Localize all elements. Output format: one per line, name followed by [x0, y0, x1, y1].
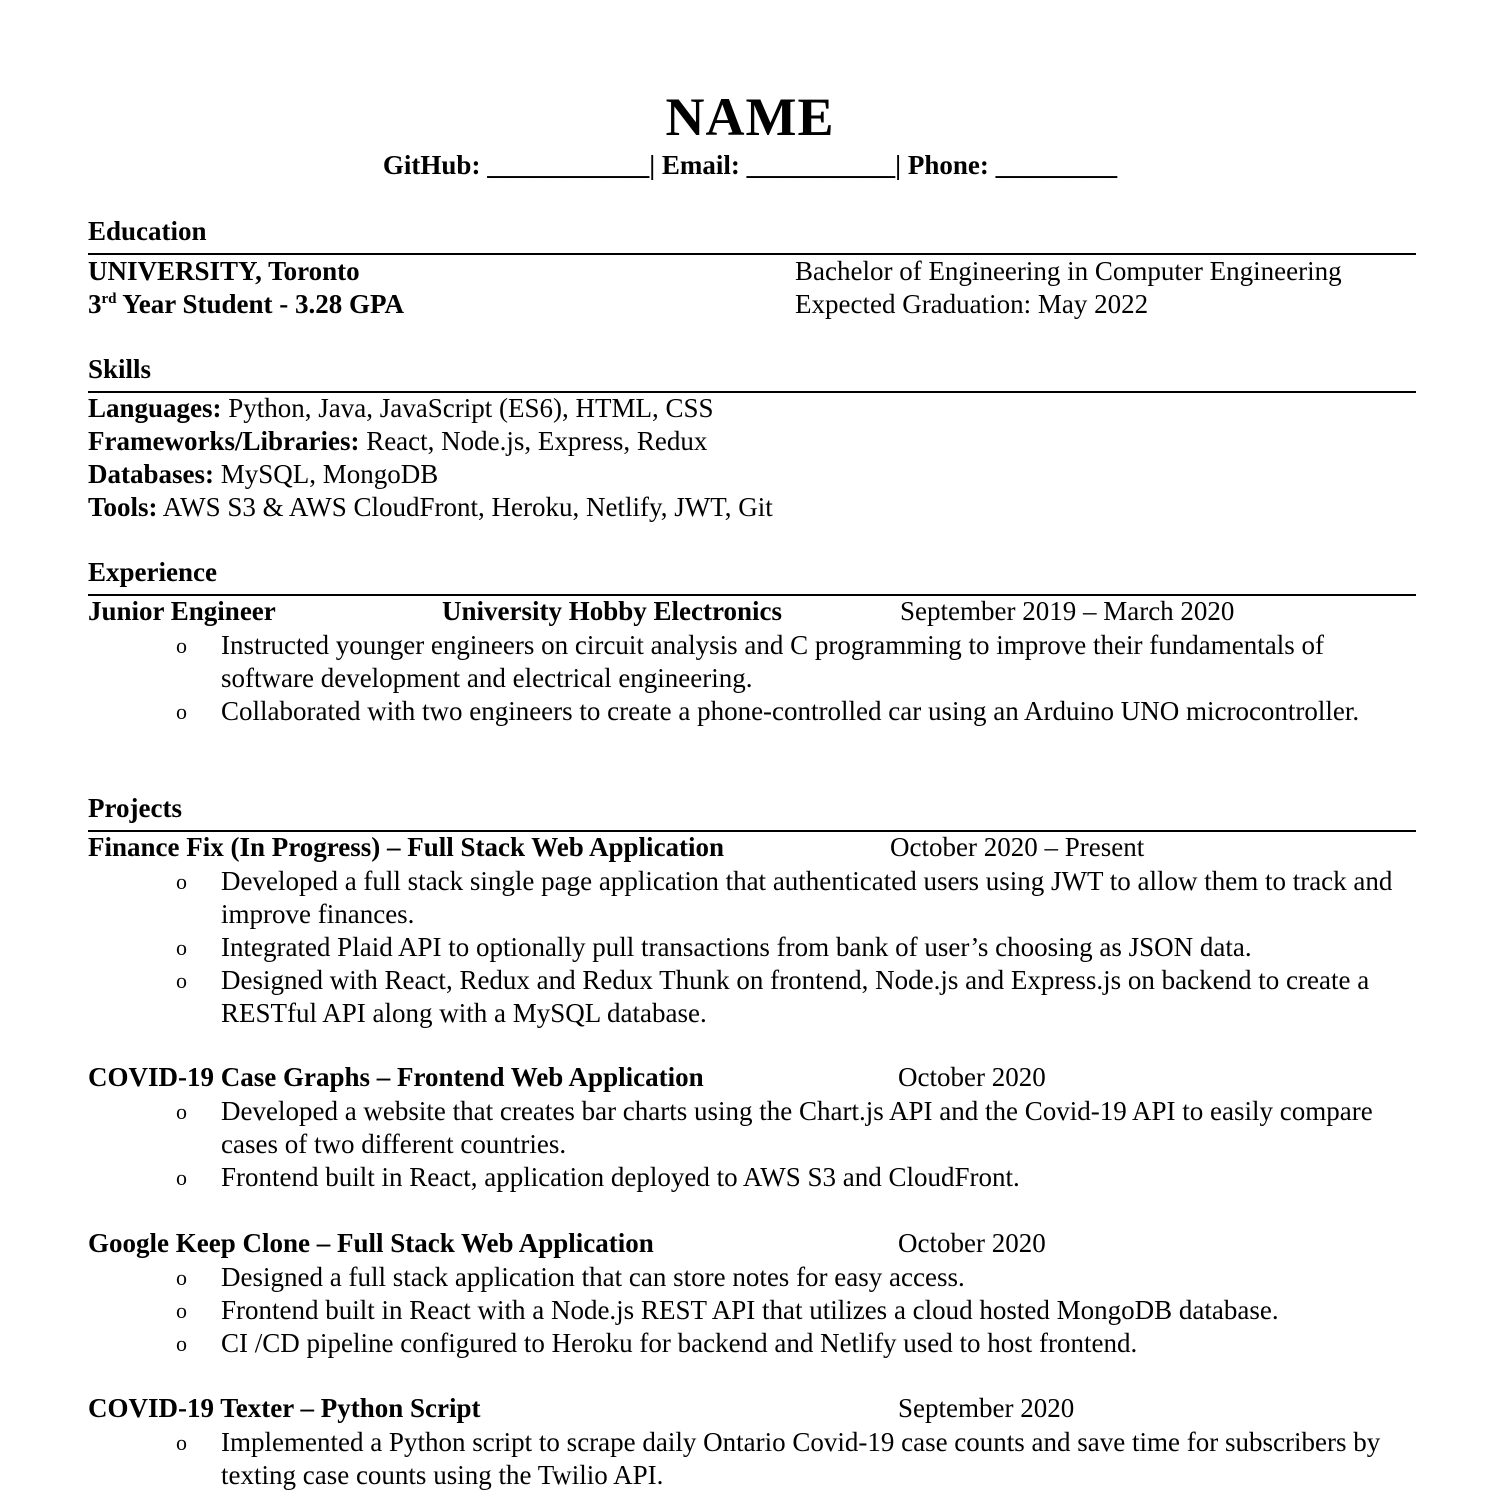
bullet-marker: o [176, 1099, 187, 1124]
experience-heading: Experience [88, 557, 217, 587]
project-bullet: CI /CD pipeline configured to Heroku for backend and Netlify used to host frontend. [221, 1328, 1138, 1358]
graduation-date: Expected Graduation: May 2022 [795, 289, 1149, 319]
project-bullet: Frontend built in React with a Node.js REST API that utilizes a cloud hosted MongoDB database. [221, 1295, 1279, 1325]
bullet-marker: o [176, 1165, 187, 1190]
project-title: COVID-19 Case Graphs – Frontend Web Application [88, 1062, 704, 1092]
experience-bullet: Collaborated with two engineers to create a phone-controlled car using an Arduino UNO microcontroller. [221, 696, 1360, 726]
skills-heading: Skills [88, 354, 152, 384]
job-role: Junior Engineer [88, 596, 276, 626]
job-dates: September 2019 – March 2020 [900, 596, 1235, 626]
job-organization: University Hobby Electronics [442, 596, 782, 626]
bullet-marker: o [176, 1430, 187, 1455]
bullet-marker: o [176, 633, 187, 658]
project-bullet: Designed a full stack application that can store notes for easy access. [221, 1262, 965, 1292]
project-bullet: Implemented a Python script to scrape daily Ontario Covid-19 case counts and save time for subscribers by texting case counts using the Twilio API. [221, 1427, 1381, 1490]
contact-line: GitHub: ____________| Email: ___________| Phone: _________ [382, 150, 1118, 180]
school-name: UNIVERSITY, Toronto [88, 256, 360, 286]
bullet-marker: o [176, 968, 187, 993]
project-bullet: Designed with React, Redux and Redux Thunk on frontend, Node.js and Express.js on backend to create a RESTful API along with a MySQL database. [221, 965, 1370, 1028]
bullet-marker: o [176, 699, 187, 724]
project-bullet: Frontend built in React, application deployed to AWS S3 and CloudFront. [221, 1162, 1020, 1192]
education-rule [88, 253, 1416, 255]
year-gpa: 3rd Year Student - 3.28 GPA [88, 289, 404, 319]
bullet-marker: o [176, 1298, 187, 1323]
bullet-marker: o [176, 1265, 187, 1290]
project-bullet: Developed a full stack single page application that authenticated users using JWT to allow them to track and improve finances. [221, 866, 1393, 929]
skills-row: Tools: AWS S3 & AWS CloudFront, Heroku, Netlify, JWT, Git [88, 492, 773, 522]
education-heading: Education [88, 216, 207, 246]
project-bullet: Developed a website that creates bar charts using the Chart.js API and the Covid-19 API to easily compare cases of two different countries. [221, 1096, 1373, 1159]
bullet-marker: o [176, 935, 187, 960]
project-title: COVID-19 Texter – Python Script [88, 1393, 481, 1423]
bullet-marker: o [176, 869, 187, 894]
project-dates: September 2020 [898, 1393, 1075, 1423]
experience-bullet: Instructed younger engineers on circuit analysis and C programming to improve their fundamentals of software development and electrical engineering. [221, 630, 1324, 693]
project-bullet: Integrated Plaid API to optionally pull transactions from bank of user’s choosing as JSON data. [221, 932, 1252, 962]
skills-row: Languages: Python, Java, JavaScript (ES6), HTML, CSS [88, 393, 714, 423]
bullet-marker: o [176, 1331, 187, 1356]
skills-row: Frameworks/Libraries: React, Node.js, Express, Redux [88, 426, 708, 456]
project-dates: October 2020 [898, 1062, 1046, 1092]
project-title: Finance Fix (In Progress) – Full Stack Web Application [88, 832, 725, 862]
projects-heading: Projects [88, 793, 182, 823]
skills-row: Databases: MySQL, MongoDB [88, 459, 439, 489]
degree: Bachelor of Engineering in Computer Engineering [795, 256, 1342, 286]
project-title: Google Keep Clone – Full Stack Web Application [88, 1228, 654, 1258]
candidate-name: NAME [665, 87, 835, 147]
project-dates: October 2020 – Present [890, 832, 1145, 862]
project-dates: October 2020 [898, 1228, 1046, 1258]
